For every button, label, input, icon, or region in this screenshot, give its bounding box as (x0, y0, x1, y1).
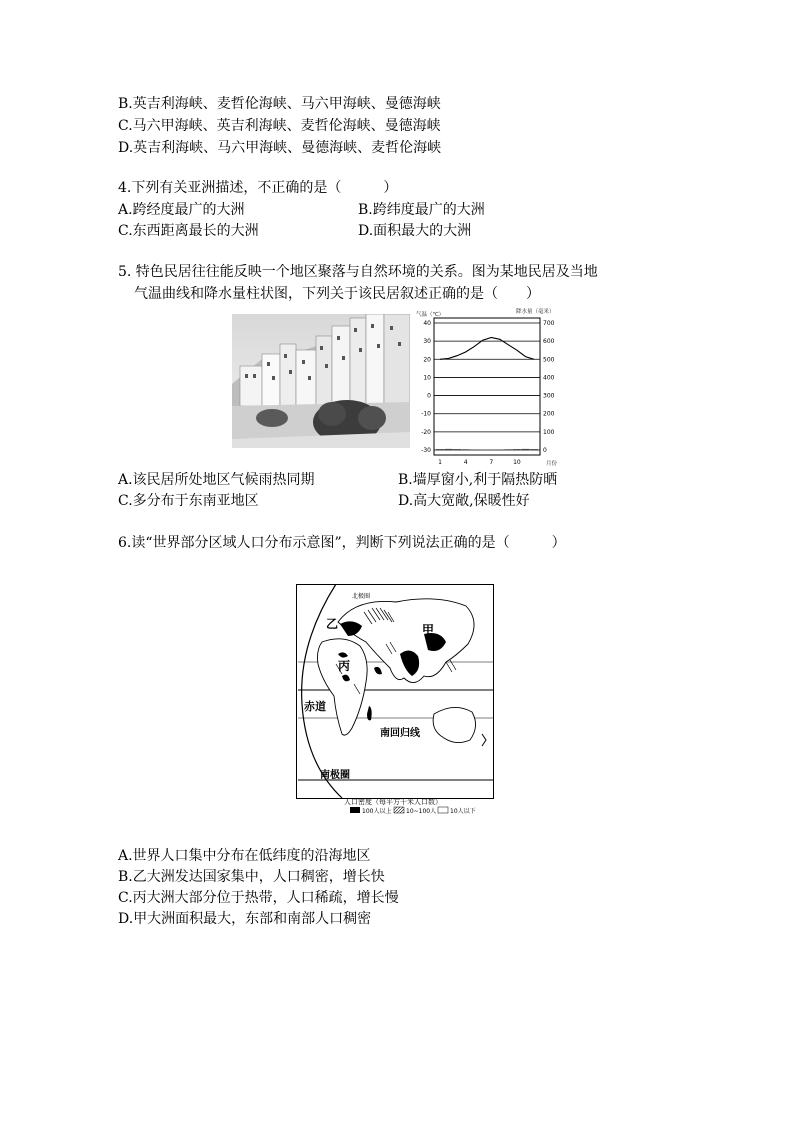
population-map (296, 584, 494, 816)
chart-y-tick: -20 (421, 428, 431, 436)
chart-y2-ticks (543, 320, 555, 454)
chart-y2-tick: 600 (543, 338, 555, 346)
chart-x-ticks (438, 459, 521, 466)
chart-y-ticks (421, 320, 431, 454)
chart-y2-tick: 300 (543, 392, 555, 400)
q3-option-c: C.马六甲海峡、英吉利海峡、麦哲伦海峡、曼德海峡 (118, 118, 441, 134)
chart-precip-bar (521, 449, 529, 450)
q4-stem: 4.下列有关亚洲描述，不正确的是（ ） (118, 180, 398, 196)
legend-high: 100人以上 (362, 808, 392, 815)
chart-x-tick: 4 (463, 459, 468, 466)
map-label-yi: 乙 (326, 617, 339, 631)
map-label-antarctic: 南极圈 (320, 770, 350, 781)
chart-y2-tick: 0 (543, 447, 547, 454)
q4-option-b: B.跨纬度最广的大洲 (358, 202, 485, 218)
climate-chart (412, 308, 574, 468)
chart-x-tick: 10 (513, 459, 521, 466)
q5-option-d: D.高大宽敞,保暖性好 (398, 493, 530, 509)
chart-y2-label: 降水量（毫米） (516, 309, 555, 315)
q4-option-d: D.面积最大的大洲 (358, 223, 472, 239)
q4-option-a: A.跨经度最广的大洲 (118, 202, 245, 218)
q6-option-a: A.世界人口集中分布在低纬度的沿海地区 (118, 848, 371, 864)
chart-precip-bar (496, 449, 504, 450)
chart-y2-tick: 200 (543, 410, 555, 418)
chart-precip-bar (470, 449, 478, 450)
chart-y-tick: 0 (427, 392, 431, 400)
chart-y-label: 气温（℃） (416, 312, 445, 318)
q6-stem: 6.读“世界部分区域人口分布示意图”，判断下列说法正确的是（ ） (118, 535, 566, 551)
chart-precip-bar (504, 449, 512, 450)
chart-x-label: 月份 (546, 461, 558, 467)
map-label-bing: 丙 (338, 659, 351, 673)
legend-swatch-mid (394, 807, 404, 813)
q5-option-a: A.该民居所处地区气候雨热同期 (118, 472, 315, 488)
q5-stem-line2: 气温曲线和降水量柱状图，下列关于该民居叙述正确的是（ ） (134, 286, 540, 302)
q6-option-b: B.乙大洲发达国家集中，人口稠密，增长快 (118, 869, 385, 885)
chart-precip-bar (453, 449, 461, 450)
legend-swatch-high (350, 807, 360, 813)
chart-x-tick: 1 (438, 459, 442, 466)
map-label-jia: 甲 (422, 623, 435, 637)
q5-option-c: C.多分布于东南亚地区 (118, 493, 259, 509)
q3-option-d: D.英吉利海峡、马六甲海峡、曼德海峡、麦哲伦海峡 (118, 140, 442, 156)
q6-option-c: C.丙大洲大部分位于热带，人口稀疏，增长慢 (118, 890, 399, 906)
chart-y-tick: -10 (421, 410, 431, 418)
chart-precip-bar (513, 449, 521, 450)
chart-y2-tick: 700 (543, 320, 555, 327)
chart-y-tick: 30 (423, 338, 431, 346)
chart-y2-tick: 400 (543, 374, 555, 382)
chart-y2-tick: 500 (543, 356, 555, 364)
chart-y-tick: 40 (423, 320, 431, 327)
q3-option-b: B.英吉利海峡、麦哲伦海峡、马六甲海峡、曼德海峡 (118, 96, 441, 112)
legend-swatch-low (438, 807, 448, 813)
map-label-arctic: 北极圈 (352, 593, 371, 600)
legend-mid: 10~100人 (406, 808, 437, 815)
chart-y2-tick: 100 (543, 428, 555, 436)
q5-stem-line1: 5. 特色民居往往能反映一个地区聚落与自然环境的关系。图为某地民居及当地 (118, 264, 598, 280)
chart-x-tick: 7 (489, 459, 494, 466)
chart-y-tick: -30 (421, 447, 431, 454)
legend-title: 人口密度（每平方千米人口数） (344, 798, 442, 806)
chart-precip-bar (436, 449, 444, 450)
legend-low: 10人以下 (450, 808, 476, 815)
chart-y-tick: 20 (423, 356, 431, 364)
dwelling-photo (232, 314, 410, 448)
map-label-equator: 赤道 (304, 700, 326, 713)
q5-option-b: B.墙厚窗小,利于隔热防晒 (398, 472, 558, 488)
map-label-capricorn: 南回归线 (380, 728, 420, 739)
q4-option-c: C.东西距离最长的大洲 (118, 223, 259, 239)
q6-option-d: D.甲大洲面积最大，东部和南部人口稠密 (118, 911, 372, 927)
chart-precip-bar (462, 449, 470, 450)
chart-y-tick: 10 (423, 374, 431, 382)
chart-precip-bar (445, 449, 453, 450)
chart-precip-bar (530, 449, 538, 450)
